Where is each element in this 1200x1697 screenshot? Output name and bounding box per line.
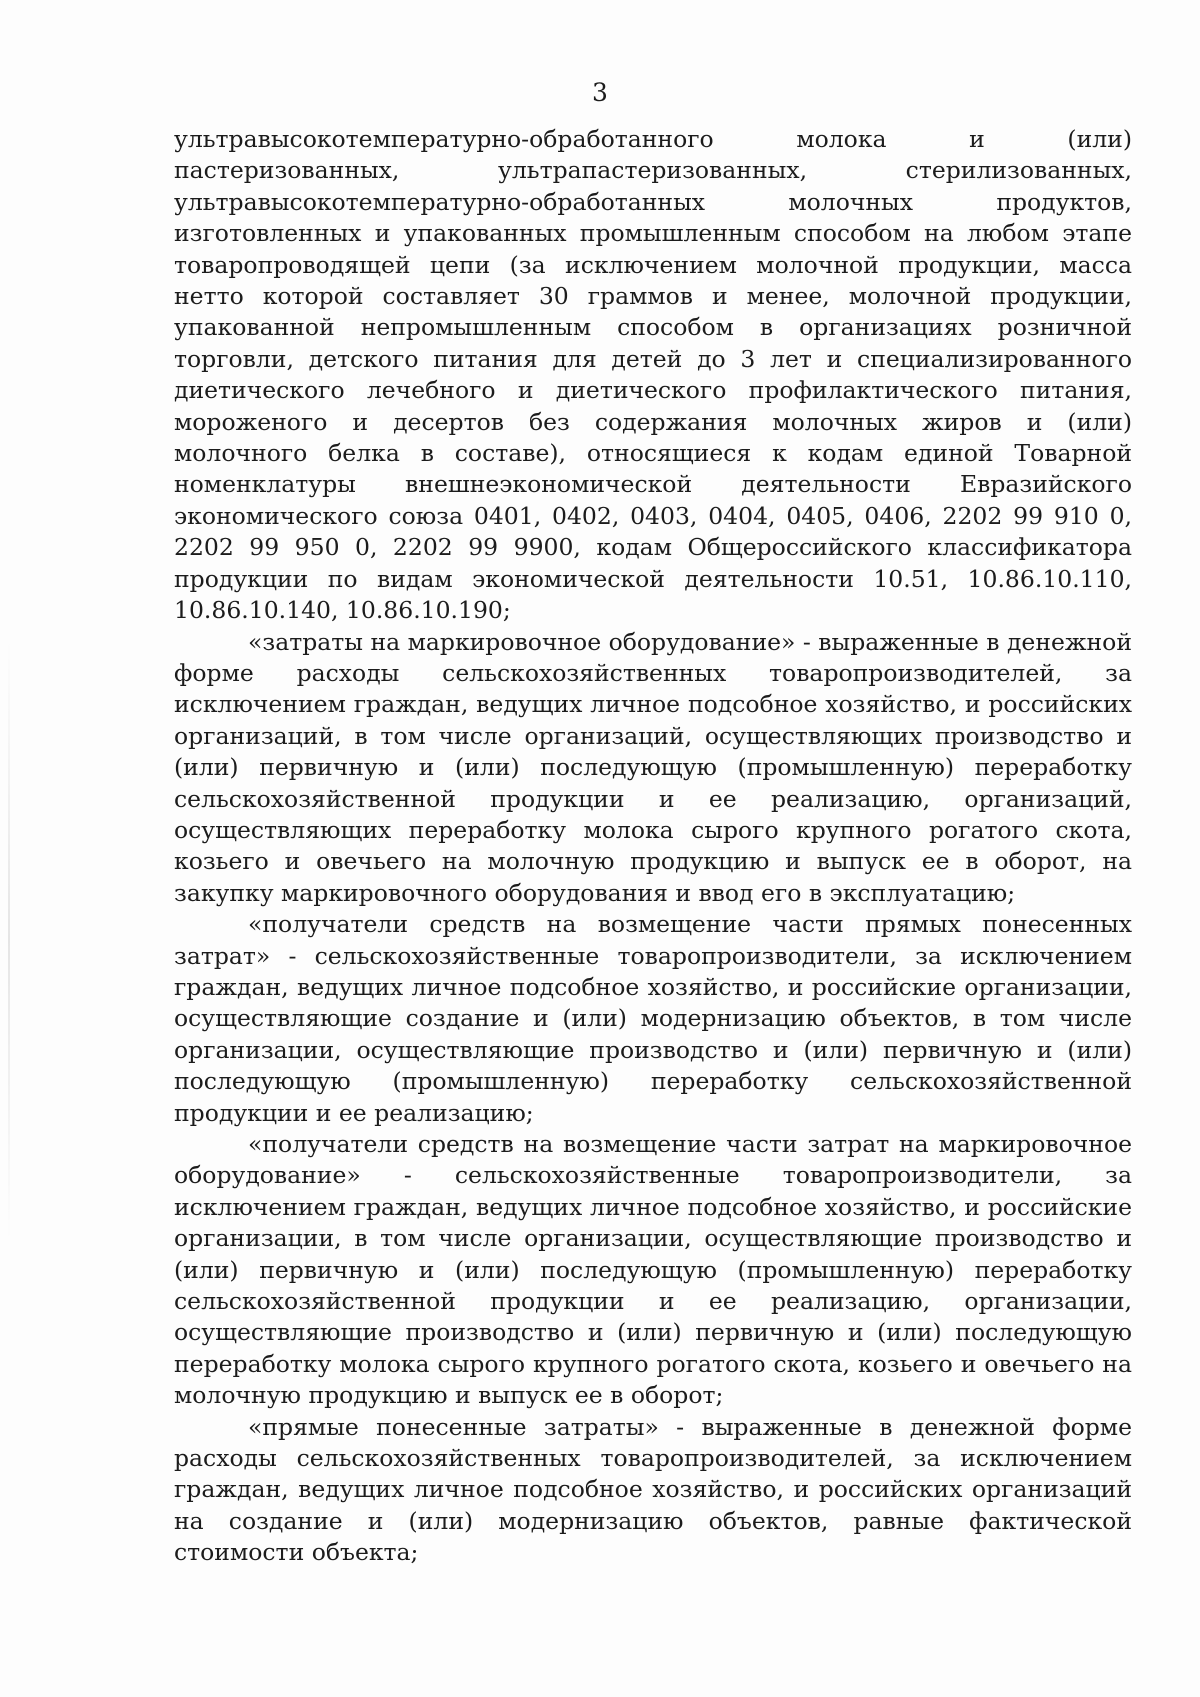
paragraph-marking-equipment-recipients: «получатели средств на возмещение части затрат на маркировочное оборудование» - сельскохозяйственные товаропроизводители, за исключением граждан, ведущих личное подсобное хозяйство, и российские организации, в том числе организации, осуществляющие производство и (или) первичную и (или) последующую (промышленную) переработку сельскохозяйственной продукции и ее реализацию, организации, осуществляющие производство и (или) первичную и (или) последующую переработку молока сырого крупного рогатого скота, козьего и овечьего на молочную продукцию и выпуск ее в оборот; — [174, 1130, 1132, 1410]
paragraph-continuation: ультравысокотемпературно-обработанного молока и (или) пастеризованных, ультрапастеризованных, стерилизованных, ультравысокотемпературно-обработанных молочных продуктов, изготовленных и упакованных промышленным способом на любом этапе товаропроводящей цепи (за исключением молочной продукции, масса нетто которой составляет 30 граммов и менее, молочной продукции, упакованной непромышленным способом в организациях розничной торговли, детского питания для детей до 3 лет и специализированного диетического лечебного и диетического профилактического питания, мороженого и десертов без содержания молочных жиров и (или) молочного белка в составе), относящиеся к кодам единой Товарной номенклатуры внешнеэкономической деятельности Евразийского экономического союза 0401, 0402, 0403, 0404, 0405, 0406, 2202 99 910 0, 2202 99 950 0, 2202 99 9900, кодам Общероссийского классификатора продукции по видам экономической деятельности 10.51, 10.86.10.110, 10.86.10.140, 10.86.10.190; — [174, 125, 1132, 625]
paragraph-direct-costs: «прямые понесенные затраты» - выраженные в денежной форме расходы сельскохозяйственных товаропроизводителей, за исключением граждан, ведущих личное подсобное хозяйство, и российских организаций на создание и (или) модернизацию объектов, равные фактической стоимости объекта; — [174, 1412, 1132, 1567]
paragraph-marking-equipment-costs: «затраты на маркировочное оборудование» - выраженные в денежной форме расходы сельскохозяйственных товаропроизводителей, за исключением граждан, ведущих личное подсобное хозяйство, и российских организаций, в том числе организаций, осуществляющих производство и (или) первичную и (или) последующую (промышленную) переработку сельскохозяйственной продукции и ее реализацию, организаций, осуществляющих переработку молока сырого крупного рогатого скота, козьего и овечьего на молочную продукцию и выпуск ее в оборот, на закупку маркировочного оборудования и ввод его в эксплуатацию; — [174, 627, 1132, 907]
document-body — [174, 124, 1132, 1569]
paragraph-direct-cost-recipients: «получатели средств на возмещение части прямых понесенных затрат» - сельскохозяйственные товаропроизводители, за исключением граждан, ведущих личное подсобное хозяйство, и российские организации, осуществляющие создание и (или) модернизацию объектов, в том числе организации, осуществляющие производство и (или) первичную и (или) последующую (промышленную) переработку сельскохозяйственной продукции и ее реализацию; — [174, 910, 1132, 1127]
scan-edge-shadow — [8, 640, 10, 1240]
page-number: 3 — [592, 78, 608, 107]
